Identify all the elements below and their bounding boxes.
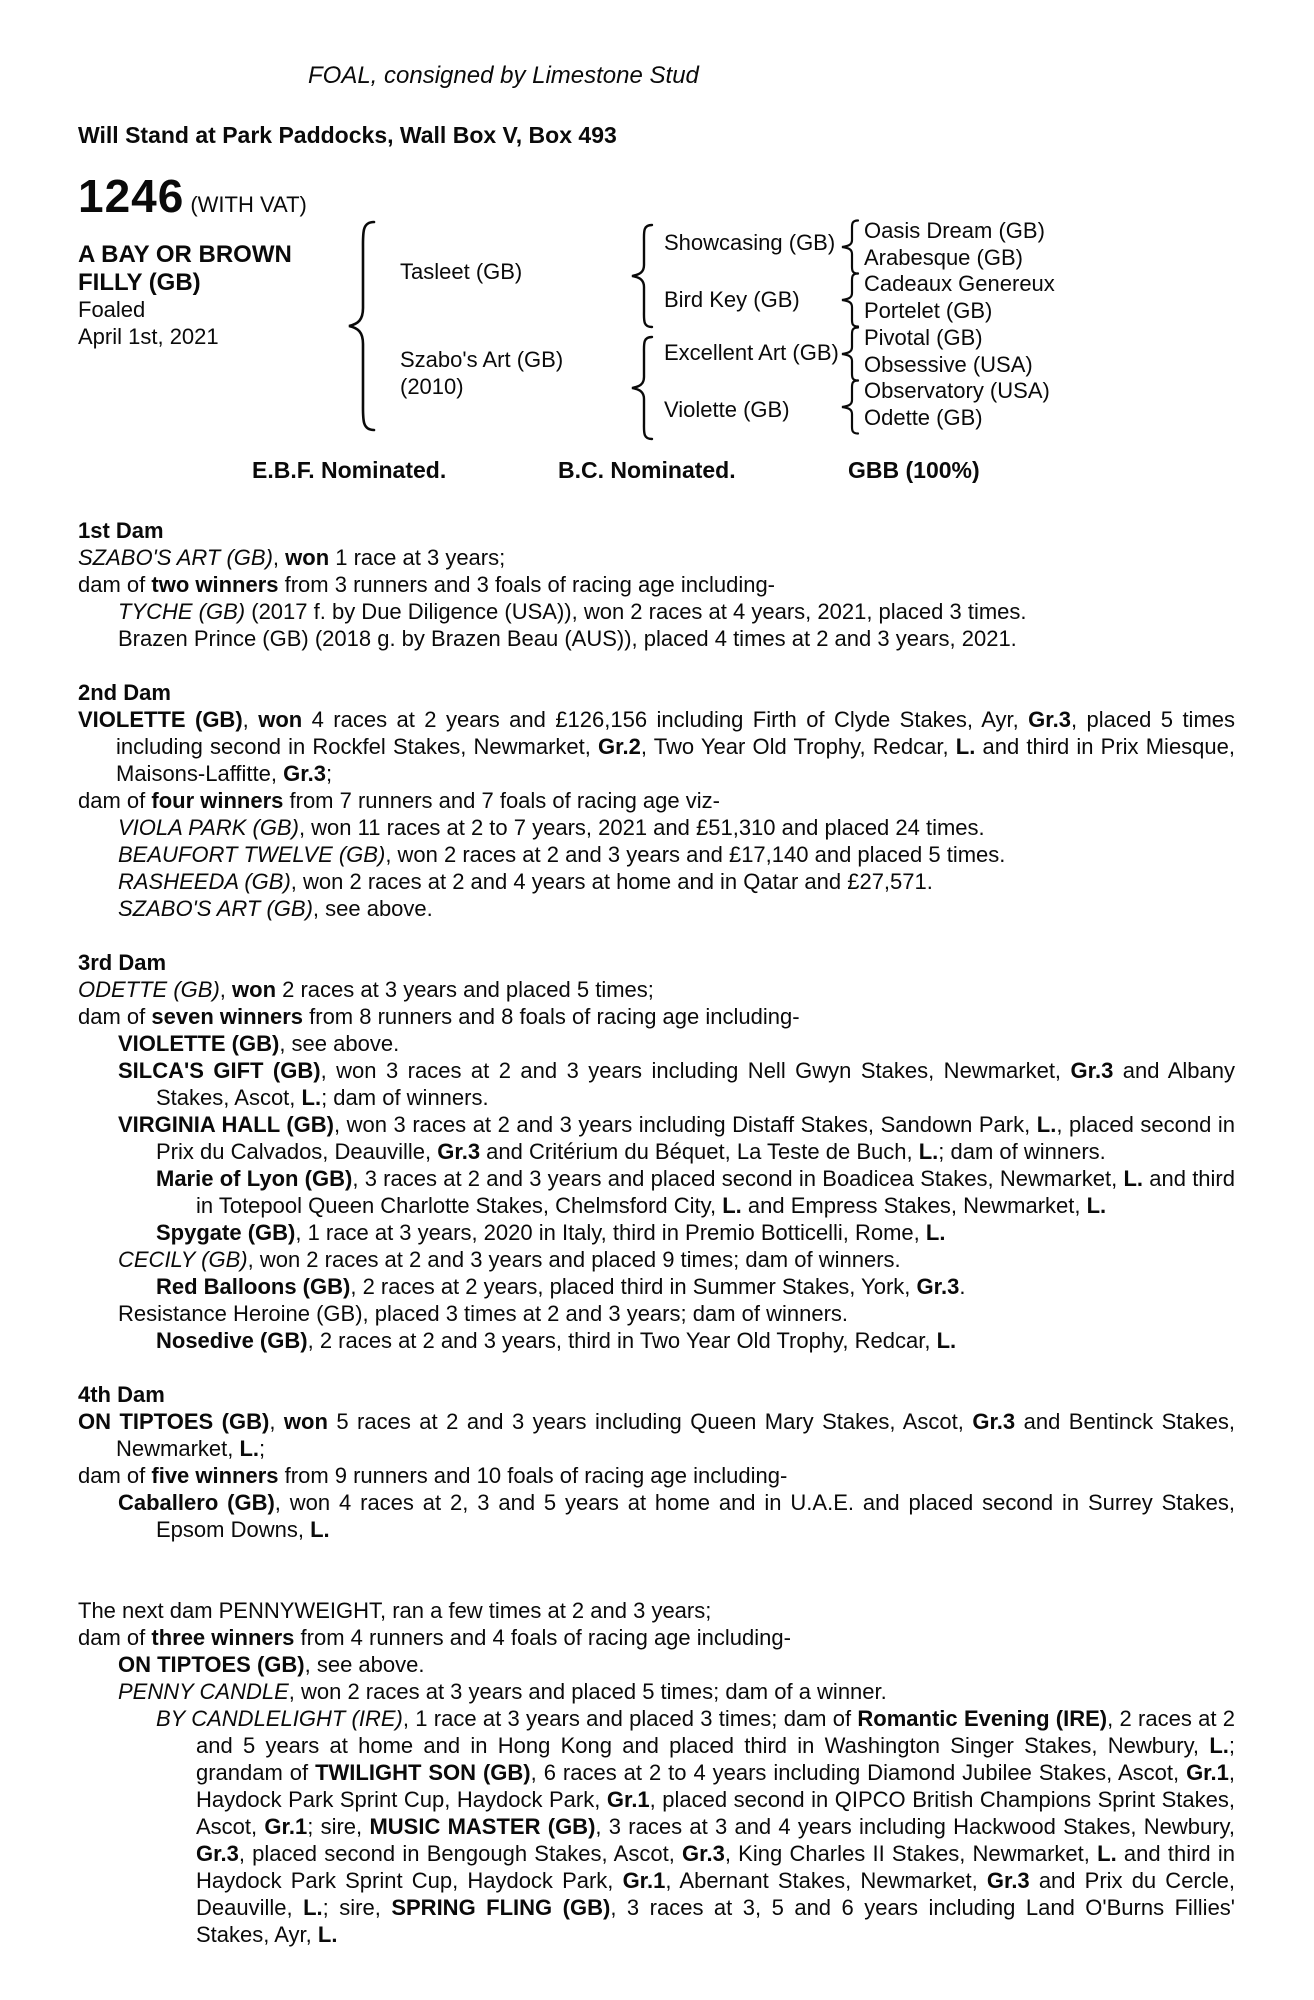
- pedigree-text-line: Resistance Heroine (GB), placed 3 times at 2 and 3 years; dam of winners.: [118, 1301, 849, 1326]
- pedigree-text-line: dam of three winners from 4 runners and 4 foals of racing age including-: [78, 1625, 791, 1650]
- pedigree-text-line: Caballero (GB), won 4 races at 2, 3 and 5 years at home and in U.A.E. and placed second in Surrey Stakes, Epsom Downs, L.: [118, 1490, 1235, 1542]
- sire-sire-sire-name: Oasis Dream (GB): [864, 218, 1045, 243]
- pedigree-text-line: VIOLETTE (GB), won 4 races at 2 years and £126,156 including Firth of Clyde Stakes, Ayr, Gr.3, placed 5 times including second in Rockfel Stakes, Newmarket, Gr.2, Two Year Old Trophy, Redcar, L. and third in Prix Miesque, Maisons-Laffitte, Gr.3;: [78, 707, 1236, 786]
- nominations-row: [78, 457, 1235, 487]
- horse-name-line1: A BAY OR BROWN: [78, 241, 292, 268]
- pedigree-text-line: BY CANDLELIGHT (IRE), 1 race at 3 years and placed 3 times; dam of Romantic Evening (IRE), 2 races at 2 and 5 years at home and in Hong Kong and placed third in Washington Singer Stakes, Newbury, L.; grandam of TWILIGHT SON (GB), 6 races at 2 to 4 years including Diamond Jubilee Stakes, Ascot, Gr.1, Haydock Park Sprint Cup, Haydock Park, Gr.1, placed second in QIPCO British Champions Sprint Stakes, Ascot, Gr.1; sire, MUSIC MASTER (GB), 3 races at 3 and 4 years including Hackwood Stakes, Newbury, Gr.3, placed second in Bengough Stakes, Ascot, Gr.3, King Charles II Stakes, Newmarket, L. and third in Haydock Park Sprint Cup, Haydock Park, Gr.1, Abernant Stakes, Newmarket, Gr.3 and Prix du Cercle, Deauville, L.; sire, SPRING FLING (GB), 3 races at 3, 5 and 6 years including Land O'Burns Fillies' Stakes, Ayr, L.: [156, 1706, 1236, 1947]
- pedigree-text-line: Marie of Lyon (GB), 3 races at 2 and 3 years and placed second in Boadicea Stakes, Newmarket, L. and third in Totepool Queen Charlotte Stakes, Chelmsford City, L. and Empress Stakes, Newmarket, L.: [156, 1166, 1235, 1218]
- dam-year: (2010): [400, 374, 464, 399]
- dam-section: [78, 1597, 1235, 1948]
- ebf-nomination: E.B.F. Nominated.: [252, 457, 447, 483]
- foaled-date: April 1st, 2021: [78, 324, 219, 349]
- dam-heading: 3rd Dam: [78, 950, 167, 975]
- lot-vat-note: (WITH VAT): [190, 192, 307, 217]
- dam-sire-dam-name: Obsessive (USA): [864, 352, 1033, 377]
- dam-section: [78, 949, 1235, 1354]
- pedigree-text-line: RASHEEDA (GB), won 2 races at 2 and 4 years at home and in Qatar and £27,571.: [118, 869, 933, 894]
- pedigree-text-line: CECILY (GB), won 2 races at 2 and 3 years and placed 9 times; dam of winners.: [118, 1247, 901, 1272]
- pedigree-text-line: Spygate (GB), 1 race at 3 years, 2020 in Italy, third in Premio Botticelli, Rome, L.: [156, 1220, 946, 1245]
- pedigree-text-line: Brazen Prince (GB) (2018 g. by Brazen Beau (AUS)), placed 4 times at 2 and 3 years, 2021.: [118, 626, 1017, 651]
- pedigree-text-line: VIOLA PARK (GB), won 11 races at 2 to 7 years, 2021 and £51,310 and placed 24 times.: [118, 815, 985, 840]
- pedigree-text-line: ODETTE (GB), won 2 races at 3 years and placed 5 times;: [78, 977, 654, 1002]
- dam-section: [78, 1381, 1235, 1543]
- brace-icon: [840, 379, 860, 435]
- stand-location: Will Stand at Park Paddocks, Wall Box V, Box 493: [78, 122, 617, 148]
- dam-dam-dam-name: Odette (GB): [864, 405, 983, 430]
- brace-icon: [840, 219, 860, 275]
- pedigree-text-line: SILCA'S GIFT (GB), won 3 races at 2 and 3 years including Nell Gwyn Stakes, Newmarket, Gr.3 and Albany Stakes, Ascot, L.; dam of winners.: [118, 1058, 1236, 1110]
- dam-heading: 4th Dam: [78, 1382, 165, 1407]
- dam-dam-name: Violette (GB): [664, 397, 790, 422]
- dam-sections: [78, 517, 1235, 1948]
- pedigree-text-line: TYCHE (GB) (2017 f. by Due Diligence (USA)), won 2 races at 4 years, 2021, placed 3 times.: [118, 599, 1027, 624]
- pedigree-text-line: dam of four winners from 7 runners and 7 foals of racing age viz-: [78, 788, 720, 813]
- brace-icon: [630, 223, 654, 329]
- dam-name: Szabo's Art (GB): [400, 347, 564, 372]
- brace-icon: [840, 272, 860, 328]
- brace-icon: [346, 219, 376, 433]
- pedigree-text-line: The next dam PENNYWEIGHT, ran a few times at 2 and 3 years;: [78, 1598, 712, 1623]
- dam-heading: 2nd Dam: [78, 680, 171, 705]
- dam-sire-name: Excellent Art (GB): [664, 340, 839, 365]
- gbb-status: GBB (100%): [848, 457, 980, 483]
- pedigree-text-line: dam of seven winners from 8 runners and 8 foals of racing age including-: [78, 1004, 800, 1029]
- dam-heading: 1st Dam: [78, 518, 164, 543]
- dam-dam-sire-name: Observatory (USA): [864, 378, 1050, 403]
- pedigree-text-line: dam of five winners from 9 runners and 10 foals of racing age including-: [78, 1463, 788, 1488]
- horse-name-line2: FILLY (GB): [78, 269, 201, 296]
- pedigree-text-line: ON TIPTOES (GB), see above.: [118, 1652, 425, 1677]
- pedigree-text-line: Nosedive (GB), 2 races at 2 and 3 years, third in Two Year Old Trophy, Redcar, L.: [156, 1328, 957, 1353]
- pedigree-text-line: SZABO'S ART (GB), won 1 race at 3 years;: [78, 545, 506, 570]
- pedigree-text-line: PENNY CANDLE, won 2 races at 3 years and placed 5 times; dam of a winner.: [118, 1679, 887, 1704]
- pedigree-text-line: ON TIPTOES (GB), won 5 races at 2 and 3 years including Queen Mary Stakes, Ascot, Gr.3 and Bentinck Stakes, Newmarket, L.;: [78, 1409, 1235, 1461]
- pedigree-text-line: VIOLETTE (GB), see above.: [118, 1031, 400, 1056]
- bc-nomination: B.C. Nominated.: [558, 457, 736, 483]
- sire-dam-dam-name: Portelet (GB): [864, 298, 993, 323]
- pedigree-text-line: VIRGINIA HALL (GB), won 3 races at 2 and 3 years including Distaff Stakes, Sandown Park, L., placed second in Prix du Calvados, Deauville, Gr.3 and Critérium du Béquet, La Teste de Buch, L.; dam of winners.: [118, 1112, 1235, 1164]
- brace-icon: [840, 326, 860, 382]
- sire-sire-dam-name: Arabesque (GB): [864, 245, 1023, 270]
- foaled-label: Foaled: [78, 297, 146, 322]
- pedigree-text-line: Red Balloons (GB), 2 races at 2 years, placed third in Summer Stakes, York, Gr.3.: [156, 1274, 966, 1299]
- sire-dam-sire-name: Cadeaux Genereux: [864, 271, 1055, 296]
- lot-number: 1246: [78, 170, 185, 222]
- dam-section: [78, 679, 1235, 922]
- sire-dam-name: Bird Key (GB): [664, 287, 800, 312]
- sire-name: Tasleet (GB): [400, 259, 523, 284]
- pedigree-table: [78, 170, 1235, 443]
- brace-icon: [630, 335, 654, 441]
- pedigree-text-line: dam of two winners from 3 runners and 3 foals of racing age including-: [78, 572, 776, 597]
- dam-sire-sire-name: Pivotal (GB): [864, 325, 983, 350]
- pedigree-text-line: SZABO'S ART (GB), see above.: [118, 896, 433, 921]
- pedigree-text-line: BEAUFORT TWELVE (GB), won 2 races at 2 and 3 years and £17,140 and placed 5 times.: [118, 842, 1006, 867]
- lot-block: [78, 169, 307, 223]
- sire-sire-name: Showcasing (GB): [664, 230, 836, 255]
- dam-section: [78, 517, 1235, 652]
- consignment-title: FOAL, consigned by Limestone Stud: [308, 62, 699, 89]
